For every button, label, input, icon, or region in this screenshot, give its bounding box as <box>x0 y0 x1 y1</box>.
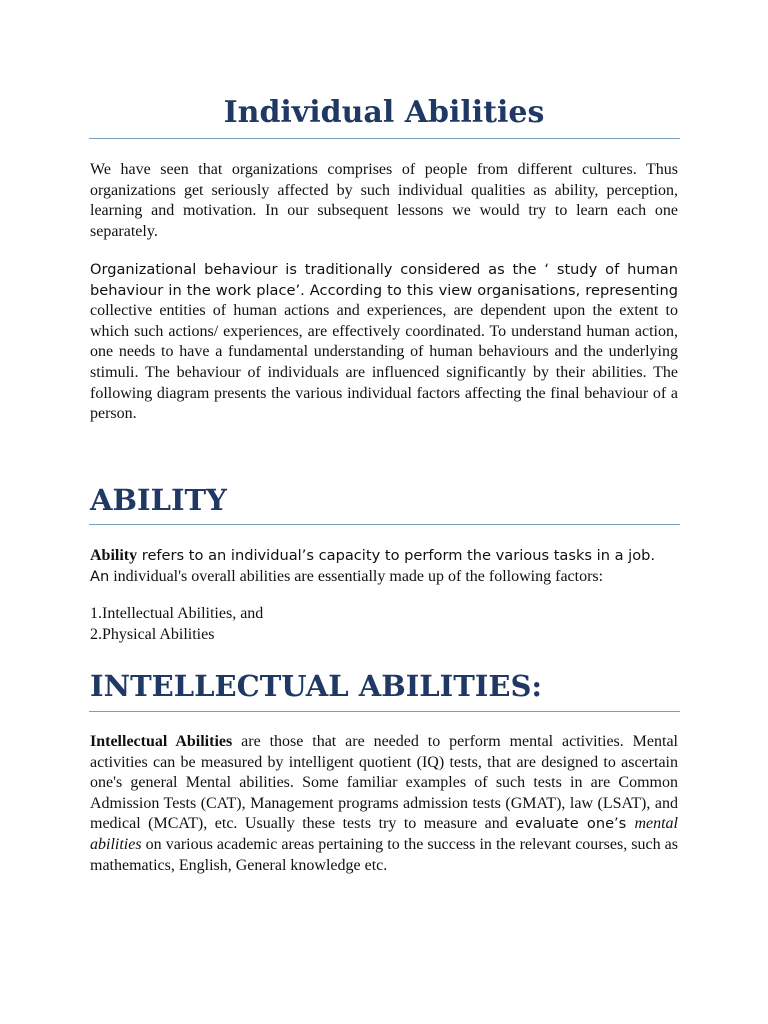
ability-divider <box>89 524 680 525</box>
intro-paragraph-2 <box>90 260 678 425</box>
page-title: Individual Abilities <box>223 95 545 130</box>
intellectual-abilities-heading: INTELLECTUAL ABILITIES: <box>90 669 543 703</box>
intellectual-text-b: on various academic areas pertaining to the success in the relevant courses, such as mathematics, English, General knowledge etc. <box>90 835 678 874</box>
intellectual-text-sans: evaluate one’s <box>515 815 635 833</box>
intellectual-text-a: are those that are needed to perform mental activities. Mental activities can be measured by intelligent quotient (IQ) tests, that are designed to ascertain one's general Mental abilities. Some familiar examples of such tests in are Common Admission Tests (CAT), Management programs admission tests (GMAT), law (LSAT), and medical (MCAT), etc. Usually these tests try to measure and <box>90 733 678 833</box>
intellectual-divider <box>89 711 680 712</box>
title-divider <box>89 138 680 139</box>
intro-paragraph-1: We have seen that organizations comprises of people from different cultures. Thus organizations get seriously affected by such individual qualities as ability, perception, learning and motivation. In our subsequent lessons we would try to learn each one separately. <box>90 161 678 240</box>
ability-heading: ABILITY <box>90 483 227 517</box>
list-item: 2.Physical Abilities <box>90 625 215 643</box>
ability-text-sans: refers to an individual’s capacity to perform the various tasks in a job. An <box>90 547 656 585</box>
ability-factor-list <box>90 604 678 645</box>
list-item: 1.Intellectual Abilities, and <box>90 605 264 622</box>
ability-term: Ability <box>90 547 138 564</box>
intro-paragraph-2-sans: Organizational behaviour is traditionally considered as the ‘ study of human behaviour in the work place’. According to this view organisations, representing <box>90 261 678 299</box>
ability-text-serif: individual's overall abilities are essentially made up of the following factors: <box>113 567 604 585</box>
intro-paragraph-2-serif: collective entities of human actions and experiences, are dependent upon the extent to which such actions/ experiences, are effectively coordinated. To understand human action, one needs to have a fundamental understanding of human behaviours and the underlying stimuli. The behaviour of individuals are influenced significantly by their abilities. The following diagram presents the various individual factors affecting the final behaviour of a person. <box>90 302 678 423</box>
mental-abilities-term: mental abilities <box>90 815 678 853</box>
ability-paragraph <box>90 546 678 587</box>
intellectual-term: Intellectual Abilities <box>90 733 233 750</box>
intellectual-paragraph <box>90 732 678 876</box>
